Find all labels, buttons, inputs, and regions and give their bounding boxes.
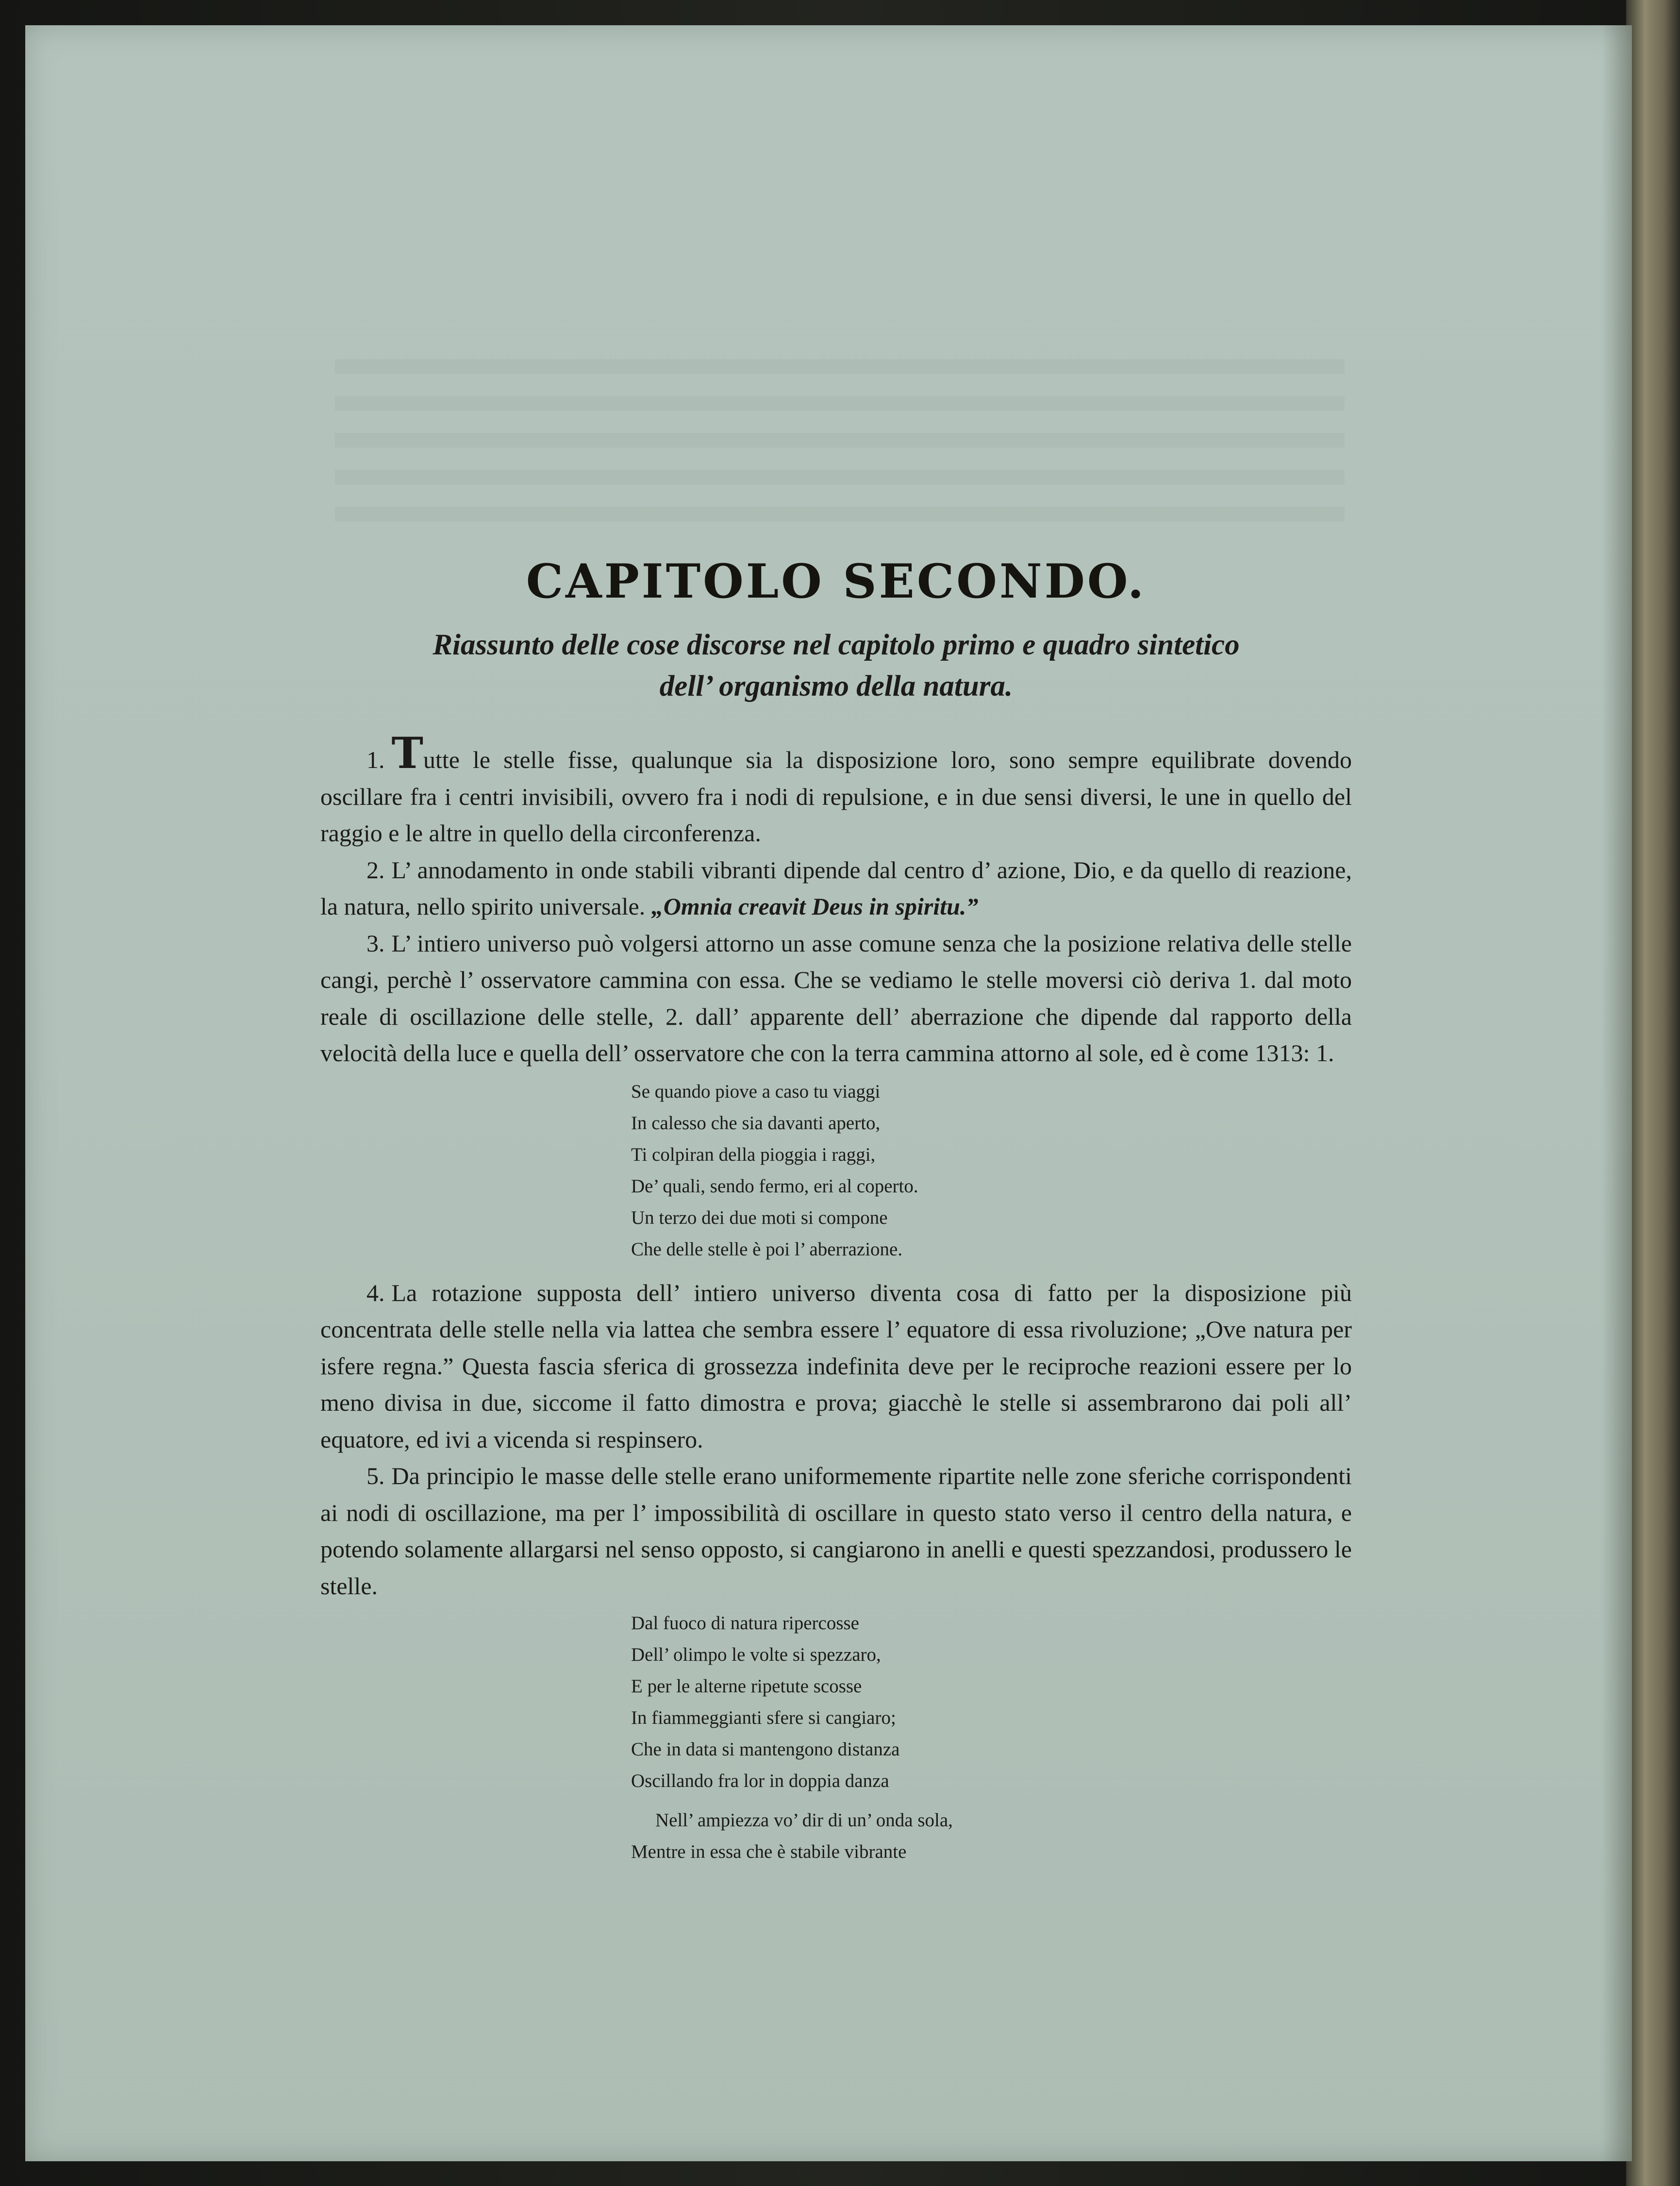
page-fold-shadow bbox=[1602, 25, 1632, 2161]
book-spine bbox=[1626, 0, 1680, 2186]
verse-line: Un terzo dei due moti si compone bbox=[631, 1207, 888, 1228]
verse-line: De’ quali, sendo fermo, eri al coperto. bbox=[631, 1175, 918, 1197]
paragraph-text: L’ annodamento in onde stabili vibranti dipende dal centro d’ azione, Dio, e da quello di reazione, la natura, nello spirito universale. bbox=[320, 856, 1352, 920]
verse-line: In fiammeggianti sfere si cangiaro; bbox=[631, 1707, 896, 1728]
chapter-title: CAPITOLO SECONDO. bbox=[526, 554, 1147, 609]
subtitle-line: dell’ organismo della natura. bbox=[659, 670, 1013, 702]
paragraph-number: 5. bbox=[366, 1462, 385, 1489]
paragraph-5 bbox=[320, 1458, 1352, 1604]
verse-line: Dell’ olimpo le volte si spezzaro, bbox=[631, 1644, 881, 1665]
paragraph-text: utte le stelle fisse, qualunque sia la disposizione loro, sono sempre equilibrate dovendo oscillare fra i centri invisibili, ovvero fra i nodi di repulsione, e in due sensi diversi, le une in quello del raggio e le altre in quello della circonferenza. bbox=[320, 746, 1352, 847]
verse-aberration bbox=[631, 1076, 1352, 1265]
verse-line: E per le alterne ripetute scosse bbox=[631, 1676, 862, 1697]
verse-line: Nell’ ampiezza vo’ dir di un’ onda sola, bbox=[655, 1810, 953, 1831]
verse-line: Che in data si mantengono distanza bbox=[631, 1739, 900, 1760]
drop-cap: T bbox=[391, 728, 423, 778]
paragraph-1 bbox=[320, 728, 1352, 852]
verse-line: Se quando piove a caso tu viaggi bbox=[631, 1081, 881, 1102]
chapter-subtitle bbox=[320, 624, 1352, 707]
paragraph-number: 3. bbox=[366, 929, 385, 957]
latin-quote: „Omnia creavit Deus in spiritu.” bbox=[651, 893, 979, 920]
paragraph-text: L’ intiero universo può volgersi attorno un asse comune senza che la posizione relativa delle stelle cangi, perchè l’ osservatore cammina con essa. Che se vediamo le stelle moversi ciò deriva 1. dal moto reale di oscillazione delle stelle, 2. dall’ apparente dell’ aberrazione che dipende dal rapporto della velocità della luce e quella dell’ osservatore che con la terra cammina attorno al sole, ed è come 1313: 1. bbox=[320, 929, 1352, 1067]
verse-line: Oscillando fra lor in doppia danza bbox=[631, 1770, 889, 1791]
verse-line: In calesso che sia davanti aperto, bbox=[631, 1112, 881, 1134]
verse-line: Che delle stelle è poi l’ aberrazione. bbox=[631, 1238, 903, 1260]
verse-line: Dal fuoco di natura ripercosse bbox=[631, 1613, 859, 1634]
paragraph-text: La rotazione supposta dell’ intiero universo diventa cosa di fatto per la disposizione più concentrata delle stelle nella via lattea che sembra essere l’ equatore di essa rivoluzione; „Ove natura per isfere regna.” Questa fascia sferica di grossezza indefinita deve per le reciproche reazioni essere per lo meno divisa in due, siccome il fatto dimostra e prova; giacchè le stelle si assembrarono dai poli all’ equatore, ed ivi a vicenda si respinsero. bbox=[320, 1279, 1352, 1453]
paragraph-2 bbox=[320, 852, 1352, 925]
verse-nature-fire bbox=[631, 1607, 1352, 1868]
paragraph-number: 1. bbox=[366, 746, 385, 773]
paragraph-3 bbox=[320, 925, 1352, 1072]
show-through-text bbox=[335, 359, 1345, 544]
paragraph-text: Da principio le masse delle stelle erano uniformemente ripartite nelle zone sferiche corrispondenti ai nodi di oscillazione, ma per l’ impossibilità di oscillare in questo stato verso il centro della natura, e potendo solamente allargarsi nel senso opposto, si cangiarono in anelli e questi spezzandosi, produssero le stelle. bbox=[320, 1462, 1352, 1600]
paragraph-4 bbox=[320, 1275, 1352, 1458]
verse-line: Mentre in essa che è stabile vibrante bbox=[631, 1841, 907, 1862]
paragraph-number: 4. bbox=[366, 1279, 385, 1306]
subtitle-line: Riassunto delle cose discorse nel capitolo primo e quadro sintetico bbox=[432, 629, 1240, 661]
paragraph-number: 2. bbox=[366, 856, 385, 884]
page-content bbox=[320, 554, 1352, 1868]
verse-line: Ti colpiran della pioggia i raggi, bbox=[631, 1144, 876, 1165]
